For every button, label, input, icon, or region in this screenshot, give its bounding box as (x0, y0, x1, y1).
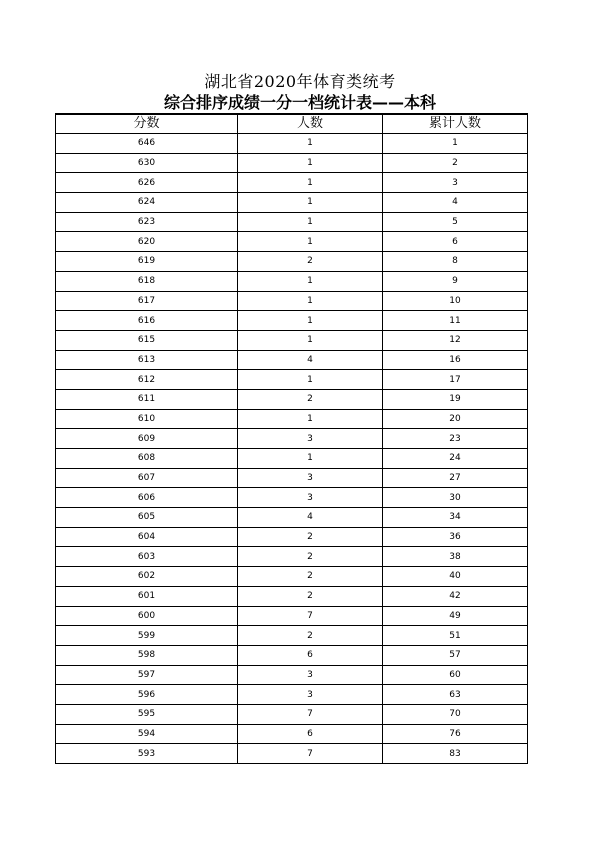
column-header-score: 分数 (56, 114, 238, 134)
count-cell: 1 (238, 232, 383, 252)
count-cell: 2 (238, 586, 383, 606)
score-cell: 600 (56, 606, 238, 626)
score-cell: 604 (56, 527, 238, 547)
cumulative-count-cell: 6 (383, 232, 528, 252)
count-cell: 2 (238, 547, 383, 567)
score-cell: 623 (56, 212, 238, 232)
table-row (56, 704, 528, 724)
score-cell: 609 (56, 429, 238, 449)
cumulative-count-cell: 8 (383, 252, 528, 272)
table-row (56, 153, 528, 173)
table-row (56, 271, 528, 291)
score-cell: 597 (56, 665, 238, 685)
cumulative-count-cell: 34 (383, 508, 528, 528)
table-row (56, 468, 528, 488)
cumulative-count-cell: 9 (383, 271, 528, 291)
cumulative-count-cell: 42 (383, 586, 528, 606)
count-cell: 1 (238, 212, 383, 232)
cumulative-count-cell: 76 (383, 724, 528, 744)
cumulative-count-cell: 19 (383, 389, 528, 409)
count-cell: 3 (238, 685, 383, 705)
table-row (56, 370, 528, 390)
count-cell: 2 (238, 626, 383, 646)
score-cell: 598 (56, 645, 238, 665)
score-cell: 602 (56, 567, 238, 587)
score-cell: 615 (56, 330, 238, 350)
count-cell: 6 (238, 645, 383, 665)
score-cell: 610 (56, 409, 238, 429)
count-cell: 2 (238, 252, 383, 272)
cumulative-count-cell: 11 (383, 311, 528, 331)
table-row (56, 626, 528, 646)
count-cell: 3 (238, 488, 383, 508)
cumulative-count-cell: 24 (383, 449, 528, 469)
count-cell: 1 (238, 409, 383, 429)
cumulative-count-cell: 5 (383, 212, 528, 232)
cumulative-count-cell: 70 (383, 704, 528, 724)
document-subtitle: 综合排序成绩一分一档统计表——本科 (163, 93, 436, 112)
count-cell: 7 (238, 704, 383, 724)
count-cell: 1 (238, 134, 383, 154)
count-cell: 2 (238, 389, 383, 409)
count-cell: 2 (238, 567, 383, 587)
cumulative-count-cell: 30 (383, 488, 528, 508)
score-cell: 626 (56, 173, 238, 193)
cumulative-count-cell: 23 (383, 429, 528, 449)
table-row (56, 547, 528, 567)
cumulative-count-cell: 49 (383, 606, 528, 626)
table-row (56, 409, 528, 429)
table-row (56, 389, 528, 409)
score-cell: 601 (56, 586, 238, 606)
count-cell: 3 (238, 468, 383, 488)
table-row (56, 685, 528, 705)
score-cell: 617 (56, 291, 238, 311)
table-row (56, 527, 528, 547)
score-cell: 611 (56, 389, 238, 409)
column-header-count: 人数 (238, 114, 383, 134)
table-row (56, 232, 528, 252)
table-row (56, 586, 528, 606)
score-cell: 605 (56, 508, 238, 528)
table-row (56, 252, 528, 272)
score-cell: 613 (56, 350, 238, 370)
cumulative-count-cell: 1 (383, 134, 528, 154)
table-row (56, 488, 528, 508)
score-cell: 619 (56, 252, 238, 272)
score-cell: 593 (56, 744, 238, 764)
count-cell: 1 (238, 153, 383, 173)
count-cell: 1 (238, 193, 383, 213)
document-title: 湖北省2020年体育类统考 (204, 72, 396, 91)
table-row (56, 173, 528, 193)
score-cell: 624 (56, 193, 238, 213)
count-cell: 1 (238, 271, 383, 291)
table-row (56, 350, 528, 370)
cumulative-count-cell: 63 (383, 685, 528, 705)
count-cell: 1 (238, 449, 383, 469)
table-row (56, 606, 528, 626)
cumulative-count-cell: 51 (383, 626, 528, 646)
cumulative-count-cell: 4 (383, 193, 528, 213)
table-row (56, 193, 528, 213)
cumulative-count-cell: 57 (383, 645, 528, 665)
count-cell: 3 (238, 665, 383, 685)
score-cell: 646 (56, 134, 238, 154)
table-header-row (56, 114, 528, 134)
table-row (56, 508, 528, 528)
count-cell: 4 (238, 350, 383, 370)
count-cell: 3 (238, 429, 383, 449)
cumulative-count-cell: 27 (383, 468, 528, 488)
score-cell: 630 (56, 153, 238, 173)
score-cell: 616 (56, 311, 238, 331)
count-cell: 1 (238, 370, 383, 390)
count-cell: 1 (238, 330, 383, 350)
count-cell: 1 (238, 291, 383, 311)
score-cell: 620 (56, 232, 238, 252)
count-cell: 4 (238, 508, 383, 528)
score-cell: 596 (56, 685, 238, 705)
score-table (55, 113, 528, 764)
column-header-cumulative: 累计人数 (383, 114, 528, 134)
cumulative-count-cell: 2 (383, 153, 528, 173)
cumulative-count-cell: 12 (383, 330, 528, 350)
cumulative-count-cell: 38 (383, 547, 528, 567)
score-cell: 606 (56, 488, 238, 508)
cumulative-count-cell: 16 (383, 350, 528, 370)
count-cell: 1 (238, 173, 383, 193)
table-row (56, 330, 528, 350)
score-cell: 594 (56, 724, 238, 744)
cumulative-count-cell: 60 (383, 665, 528, 685)
table-row (56, 212, 528, 232)
cumulative-count-cell: 3 (383, 173, 528, 193)
count-cell: 1 (238, 311, 383, 331)
count-cell: 2 (238, 527, 383, 547)
table-row (56, 311, 528, 331)
cumulative-count-cell: 36 (383, 527, 528, 547)
table-row (56, 744, 528, 764)
cumulative-count-cell: 40 (383, 567, 528, 587)
table-row (56, 449, 528, 469)
score-cell: 612 (56, 370, 238, 390)
table-row (56, 134, 528, 154)
cumulative-count-cell: 20 (383, 409, 528, 429)
cumulative-count-cell: 17 (383, 370, 528, 390)
table-row (56, 291, 528, 311)
count-cell: 7 (238, 606, 383, 626)
score-cell: 608 (56, 449, 238, 469)
count-cell: 6 (238, 724, 383, 744)
score-cell: 607 (56, 468, 238, 488)
cumulative-count-cell: 83 (383, 744, 528, 764)
score-cell: 618 (56, 271, 238, 291)
table-row (56, 724, 528, 744)
table-row (56, 567, 528, 587)
table-row (56, 645, 528, 665)
score-cell: 599 (56, 626, 238, 646)
table-row (56, 429, 528, 449)
count-cell: 7 (238, 744, 383, 764)
score-cell: 595 (56, 704, 238, 724)
table-row (56, 665, 528, 685)
cumulative-count-cell: 10 (383, 291, 528, 311)
table-body (56, 134, 528, 764)
score-cell: 603 (56, 547, 238, 567)
